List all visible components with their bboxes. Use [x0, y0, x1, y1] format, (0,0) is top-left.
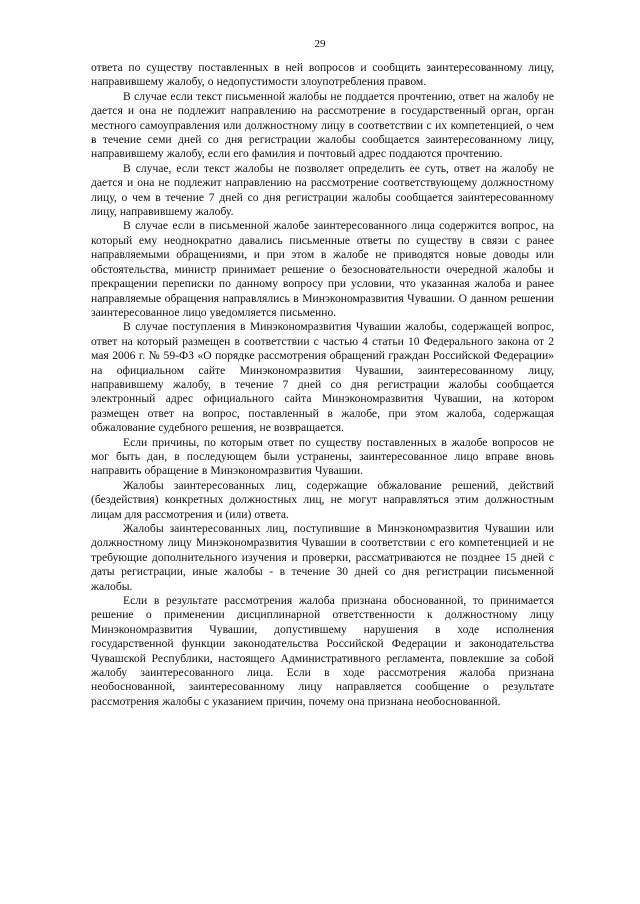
page-number: 29 [314, 38, 326, 50]
paragraph-repeated-question: В случае если в письменной жалобе заинтересованного лица содержится вопрос, на который ему неоднократно давались письменные ответы по существу в связи с ранее направляемыми обращениями, и при этом в жалобе не приводятся новые доводы или обстоятельства, министр принимает решение о безосновательности очередной жалобы и прекращении переписки по данному вопросу при условии, что указанная жалоба и ранее направляемые обращения направлялись в Минэкономразвития Чувашии. О данном решении заинтересованное лицо уведомляется письменно. [91, 219, 554, 319]
paragraph-unreadable-complaint: В случае если текст письменной жалобы не поддается прочтению, ответ на жалобу не дается и она не подлежит направлению на рассмотрение в государственный орган, орган местного самоуправления или должностному лицу в соответствии с их компетенцией, о чем в течение семи дней со дня регистрации жалобы сообщается заинтересованному лицу, направившему жалобу, если его фамилия и почтовый адрес поддаются прочтению. [91, 89, 554, 161]
paragraph-review-result: Если в результате рассмотрения жалоба признана обоснованной, то принимается решение о применении дисциплинарной ответственности к должностному лицу Минэкономразвития Чувашии, допустившему нарушения в ходе исполнения государственной функции законодательства Российской Федерации и законодательства Чувашской Республики, настоящего Административного регламента, повлекшие за собой жалобу заинтересованного лица. Если в ходе рассмотрения жалоба признана необоснованной, заинтересованному лицу направляется сообщение о результате рассмотрения жалобы с указанием причин, почему она признана необоснованной. [91, 594, 554, 708]
paragraph-undetermined-essence: В случае, если текст жалобы не позволяет определить ее суть, ответ на жалобу не дается и она не подлежит направлению на рассмотрение соответствующему должностному лицу, о чем в течение 7 дней со дня регистрации жалобы сообщается заинтересованному лицу, направившему жалобу. [91, 161, 554, 219]
paragraph-continuation: ответа по существу поставленных в ней вопросов и сообщить заинтересованному лицу, направившему жалобу, о недопустимости злоупотребления правом. [91, 61, 554, 89]
paragraph-reasons-eliminated: Если причины, по которым ответ по существу поставленных в жалобе вопросов не мог быть дан, в последующем были устранены, заинтересованное лицо вправе вновь направить обращение в Минэкономразвития Чувашии. [91, 435, 554, 478]
paragraph-review-deadlines: Жалобы заинтересованных лиц, поступившие в Минэкономразвития Чувашии или должностному лицу Минэкономразвития Чувашии в соответствии с его компетенцией и не требующие дополнительного изучения и проверки, рассматриваются не позднее 15 дней с даты регистрации, иные жалобы - в течение 30 дней со дня регистрации письменной жалобы. [91, 522, 554, 593]
paragraph-complaints-against-officials: Жалобы заинтересованных лиц, содержащие обжалование решений, действий (бездействия) конкретных должностных лиц, не могут направляться этим должностным лицам для рассмотрения и (или) ответа. [91, 478, 554, 521]
paragraph-published-answer: В случае поступления в Минэкономразвития Чувашии жалобы, содержащей вопрос, ответ на который размещен в соответствии с частью 4 статьи 10 Федерального закона от 2 мая 2006 г. № 59-ФЗ «О порядке рассмотрения обращений граждан Российской Федерации» на официальном сайте Минэкономразвития Чувашии, заинтересованному лицу, направившему жалобу, в течение 7 дней со дня регистрации жалобы сообщается электронный адрес официального сайта Минэкономразвития Чувашии, на котором размещен ответ на вопрос, поставленный в жалобе, при этом жалоба, содержащая обжалование судебного решения, не возвращается. [91, 320, 554, 435]
document-body [91, 61, 554, 709]
